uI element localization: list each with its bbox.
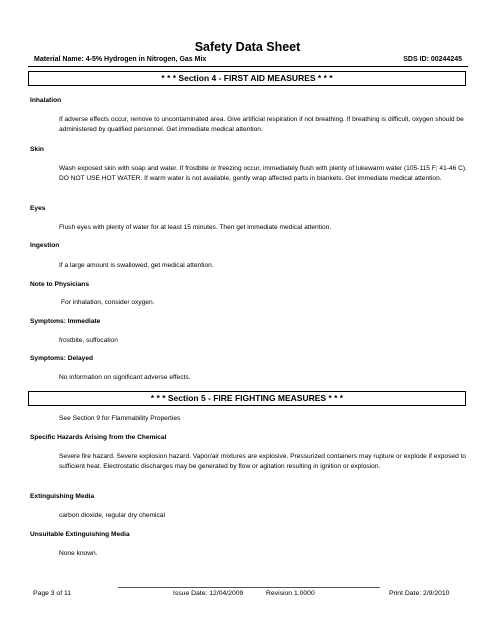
physicians-label: Note to Physicians [30, 281, 89, 288]
skin-label: Skin [30, 146, 44, 153]
ingestion-text: If a large amount is swallowed, get medical attention. [59, 262, 214, 269]
skin-text: Wash exposed skin with soap and water. If frostbite or freezing occur, immediately flush with plenty of lukewarm water (105-115 F; 41-46 C). DO NOT USE HOT WATER. If warm water is not available, gently wrap affected parts in blankets. Get immediate medical attention. [59, 165, 467, 183]
document-title: Safety Data Sheet [194, 40, 301, 54]
symptoms-delayed-label: Symptoms: Delayed [30, 355, 94, 362]
unsuitable-media-text: None known. [59, 550, 98, 557]
section-5-title: * * * Section 5 - FIRE FIGHTING MEASURES * * * [150, 393, 344, 403]
symptoms-immediate-label: Symptoms: Immediate [30, 318, 101, 325]
inhalation-text: If adverse effects occur, remove to uncontaminated area. Give artificial respiration if not breathing. If breathing is difficult, oxygen should be administered by qualified personnel. Get immediate medical attention. [59, 116, 464, 134]
ingestion-label: Ingestion [30, 242, 60, 249]
symptoms-immediate-text: frostbite, suffocation [59, 337, 118, 344]
document-header [34, 56, 462, 63]
eyes-text: Flush eyes with plenty of water for at least 15 minutes. Then get immediate medical attention. [59, 224, 332, 231]
section-5-heading-box [28, 391, 466, 406]
eyes-label: Eyes [30, 205, 46, 212]
print-date: Print Date: 2/9/2010 [389, 590, 450, 597]
sds-id: SDS ID: 00244245 [403, 56, 462, 63]
revision: Revision 1.0000 [266, 590, 315, 597]
section-4-title: * * * Section 4 - FIRST AID MEASURES * * * [161, 73, 333, 83]
flammability-reference-text: See Section 9 for Flammability Properties [59, 415, 181, 422]
physicians-text: For inhalation, consider oxygen. [61, 299, 155, 306]
issue-date: Issue Date: 12/04/2009 [173, 590, 244, 597]
specific-hazards-label: Specific Hazards Arising from the Chemical [30, 434, 167, 441]
unsuitable-media-label: Unsuitable Extinguishing Media [30, 531, 130, 538]
section-4-heading-box [28, 71, 466, 86]
material-name: Material Name: 4-5% Hydrogen in Nitrogen, Gas Mix [34, 56, 207, 63]
header-divider [28, 66, 468, 67]
extinguishing-media-text: carbon dioxide, regular dry chemical [59, 512, 165, 519]
footer-divider [118, 587, 380, 588]
page-number: Page 3 of 11 [33, 590, 72, 597]
inhalation-label: Inhalation [30, 97, 62, 104]
specific-hazards-text: Severe fire hazard. Severe explosion hazard. Vapor/air mixtures are explosive. Pressurized containers may rupture or explode if exposed to sufficient heat. Electrostatic discharges may be generated by flow or agitation resulting in ignition or explosion. [59, 453, 467, 471]
symptoms-delayed-text: No information on significant adverse effects. [59, 374, 191, 381]
extinguishing-media-label: Extinguishing Media [30, 493, 95, 500]
